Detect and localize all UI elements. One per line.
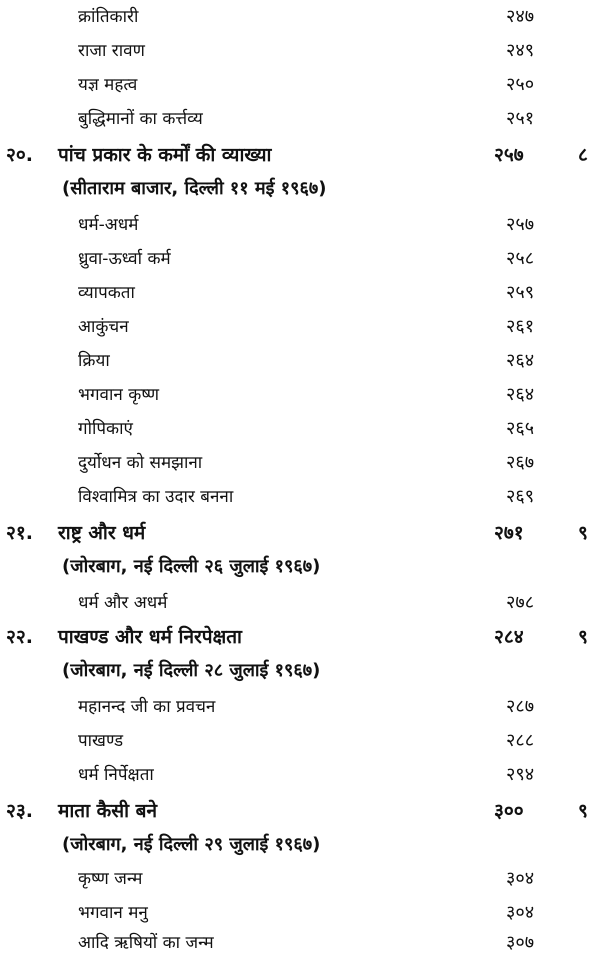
- toc-subentry-row: [0, 586, 600, 620]
- toc-page-number: २५७: [506, 214, 535, 235]
- toc-page-number: २६१: [506, 316, 535, 337]
- toc-venue-note: (जोरबाग, नई दिल्ली २९ जुलाई १९६७): [62, 834, 321, 855]
- toc-chapter-number: २१.: [6, 522, 33, 544]
- toc-subentry-title: व्यापकता: [78, 283, 135, 303]
- toc-venue-note: (सीताराम बाजार, दिल्ली ११ मई १९६७): [62, 178, 327, 199]
- toc-chapter-number: २२.: [6, 626, 33, 648]
- toc-venue-note: (जोरबाग, नई दिल्ली २६ जुलाई १९६७): [62, 556, 321, 577]
- toc-venue-row: [0, 654, 600, 688]
- toc-page-number: २४९: [506, 40, 535, 61]
- toc-chapter-number: २३.: [6, 800, 33, 822]
- toc-subentry-row: [0, 68, 600, 102]
- toc-subentry-title: धर्म-अधर्म: [78, 215, 139, 235]
- toc-subentry-row: [0, 34, 600, 68]
- toc-subentry-row: [0, 0, 600, 34]
- toc-subentry-title: बुद्धिमानों का कर्त्तव्य: [78, 109, 203, 129]
- toc-page-number: २६४: [506, 384, 535, 405]
- toc-chapter-title: पाखण्ड और धर्म निरपेक्षता: [58, 626, 242, 648]
- toc-page-number: २९४: [506, 764, 535, 785]
- toc-chapter-row: [0, 138, 600, 172]
- toc-subentry-row: [0, 724, 600, 758]
- toc-page-number: २५९: [506, 282, 535, 303]
- toc-subentry-row: [0, 378, 600, 412]
- margin-mark: ९: [578, 522, 588, 544]
- toc-subentry-row: [0, 690, 600, 724]
- toc-subentry-title: कृष्ण जन्म: [78, 869, 143, 889]
- toc-chapter-title: राष्ट्र और धर्म: [58, 522, 146, 544]
- toc-chapter-row: [0, 620, 600, 654]
- toc-page-number: २५७: [494, 144, 524, 166]
- toc-subentry-title: धर्म निर्पेक्षता: [78, 765, 154, 785]
- toc-page-number: २५१: [506, 108, 535, 129]
- toc-subentry-row: [0, 862, 600, 896]
- toc-venue-note: (जोरबाग, नई दिल्ली २८ जुलाई १९६७): [62, 660, 321, 681]
- toc-subentry-row: [0, 446, 600, 480]
- toc-subentry-title: आकुंचन: [78, 317, 129, 337]
- margin-mark: ८: [578, 144, 588, 166]
- toc-subentry-row: [0, 926, 600, 960]
- toc-subentry-title: पाखण्ड: [78, 731, 124, 751]
- toc-subentry-title: महानन्द जी का प्रवचन: [78, 697, 216, 717]
- toc-subentry-title: ध्रुवा-ऊर्ध्वा कर्म: [78, 249, 171, 269]
- toc-subentry-row: [0, 208, 600, 242]
- toc-chapter-row: [0, 794, 600, 828]
- toc-subentry-title: भगवान कृष्ण: [78, 385, 160, 405]
- toc-venue-row: [0, 172, 600, 206]
- toc-subentry-title: विश्वामित्र का उदार बनना: [78, 487, 234, 507]
- toc-page-number: २५८: [506, 248, 535, 269]
- margin-mark: ९: [578, 626, 588, 648]
- toc-subentry-title: राजा रावण: [78, 41, 145, 61]
- toc-subentry-row: [0, 242, 600, 276]
- toc-chapter-title: माता कैसी बने: [58, 800, 158, 822]
- toc-page-number: २८७: [506, 696, 535, 717]
- toc-page-number: २७८: [506, 592, 535, 613]
- toc-subentry-row: [0, 896, 600, 930]
- toc-subentry-title: यज्ञ महत्व: [78, 75, 138, 95]
- toc-page-number: २८८: [506, 730, 535, 751]
- toc-subentry-title: क्रिया: [78, 351, 110, 371]
- toc-chapter-row: [0, 516, 600, 550]
- toc-subentry-row: [0, 102, 600, 136]
- toc-page-number: २८४: [494, 626, 524, 648]
- toc-subentry-title: क्रांतिकारी: [78, 7, 139, 27]
- toc-subentry-title: दुर्योधन को समझाना: [78, 453, 203, 473]
- toc-page-number: २४७: [506, 6, 535, 27]
- toc-subentry-title: गोपिकाएं: [78, 419, 133, 439]
- toc-venue-row: [0, 828, 600, 862]
- toc-page-number: ३०४: [506, 868, 535, 889]
- toc-page-number: २६५: [506, 418, 535, 439]
- toc-chapter-title: पांच प्रकार के कर्मों की व्याख्या: [58, 144, 272, 166]
- toc-subentry-row: [0, 758, 600, 792]
- toc-page-number: ३०४: [506, 902, 535, 923]
- toc-page-number: २५०: [506, 74, 535, 95]
- toc-subentry-title: धर्म और अधर्म: [78, 593, 168, 613]
- toc-page-number: २६७: [506, 452, 535, 473]
- toc-subentry-title: भगवान मनु: [78, 903, 148, 923]
- toc-subentry-title: आदि ऋषियों का जन्म: [78, 933, 214, 953]
- toc-page-number: ३००: [494, 800, 524, 822]
- toc-page-number: ३०७: [506, 932, 535, 953]
- toc-page-number: २६४: [506, 350, 535, 371]
- toc-subentry-row: [0, 276, 600, 310]
- toc-subentry-row: [0, 344, 600, 378]
- toc-subentry-row: [0, 412, 600, 446]
- toc-subentry-row: [0, 480, 600, 514]
- toc-subentry-row: [0, 310, 600, 344]
- margin-mark: ९: [578, 800, 588, 822]
- toc-page-number: २६९: [506, 486, 535, 507]
- toc-page-number: २७१: [494, 522, 524, 544]
- toc-chapter-number: २०.: [6, 144, 33, 166]
- toc-venue-row: [0, 550, 600, 584]
